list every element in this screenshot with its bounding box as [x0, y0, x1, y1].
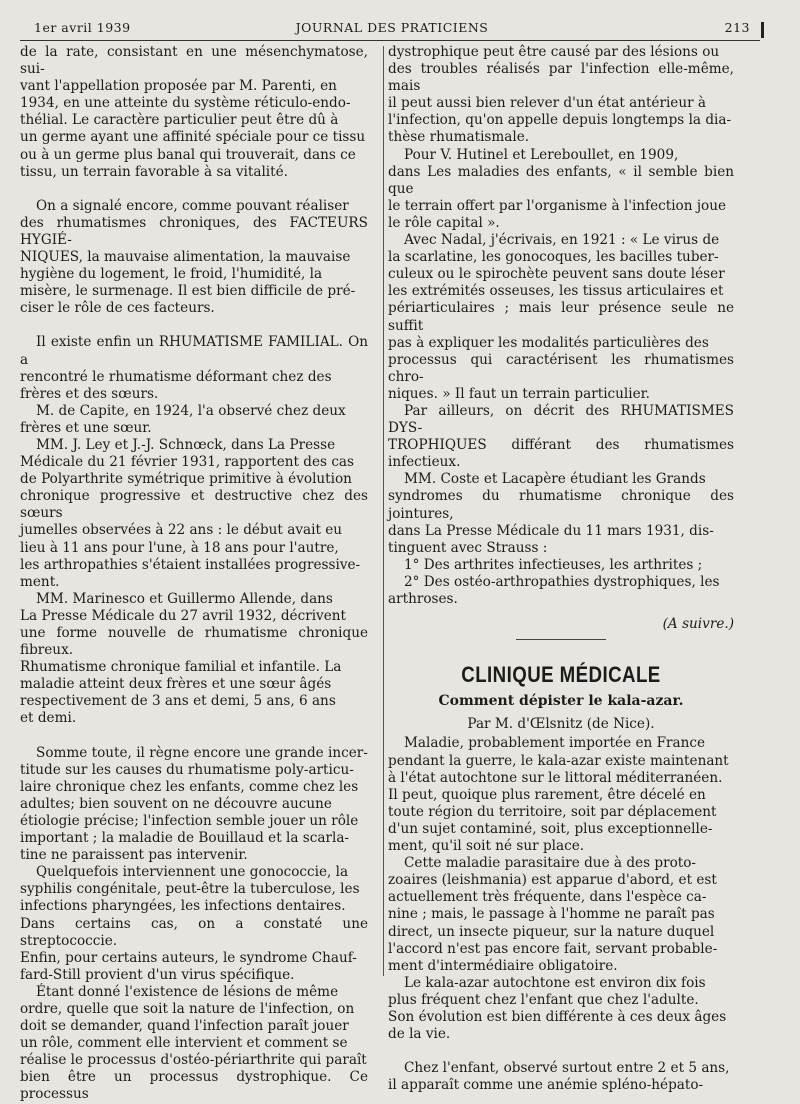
text-line: MM. Marinesco et Guillermo Allende, dans: [36, 590, 333, 607]
text-line: Le kala-azar autochtone est environ dix fois: [404, 974, 706, 991]
paragraph: [388, 403, 734, 471]
text-line: Pour V. Hutinel et Lereboullet, en 1909,: [404, 146, 679, 163]
text-line: tissu, un terrain favorable à sa vitalité.: [20, 163, 288, 180]
text-line: d'un sujet contaminé, soit, plus exceptionnelle-: [388, 820, 713, 837]
text-line: pas à expliquer les modalités particulières des: [388, 334, 709, 351]
text-line: nine ; mais, le passage à l'homme ne paraît pas: [388, 906, 715, 923]
text-line: Étant donné l'existence de lésions de même: [36, 983, 339, 1000]
paragraph: [388, 147, 734, 232]
paragraph: [20, 591, 368, 728]
paragraph: [388, 471, 734, 556]
text-line: dystrophique peut être causé par des lésions ou: [388, 44, 720, 60]
text-line: On a signalé encore, comme pouvant réaliser: [36, 197, 349, 214]
text-line: il peut aussi bien relever d'un état antérieur à: [388, 95, 707, 112]
text-line: important ; la maladie de Bouillaud et la scarla-: [20, 830, 350, 847]
text-line: hygiène du logement, le froid, l'humidité, la: [20, 266, 323, 283]
text-line: laire chronique chez les enfants, comme chez les: [20, 778, 359, 795]
text-line: il apparaît comme une anémie spléno-hépato-: [388, 1077, 704, 1094]
text-line: toute région du territoire, soit par déplacement: [388, 803, 717, 820]
paragraph: [388, 1060, 734, 1094]
text-line: les arthropathies s'étaient installées progressive-: [20, 556, 361, 573]
paragraph: [20, 334, 368, 402]
text-line: Enfin, pour certains auteurs, le syndrome Chauf-: [20, 949, 357, 966]
text-line: ciser le rôle de ces facteurs.: [20, 300, 215, 317]
text-line: chronique progressive et destructive chez des sœurs: [20, 488, 368, 522]
corner-mark: [761, 22, 764, 38]
text-line: dans Les maladies des enfants, « il semble bien que: [388, 163, 734, 197]
text-line: ou à un germe plus banal qui trouverait, dans ce: [20, 146, 356, 163]
text-line: 1934, en une atteinte du système réticulo-endo-: [20, 95, 351, 112]
text-line: M. de Capite, en 1924, l'a observé chez deux: [36, 402, 346, 419]
right-column: [388, 44, 734, 1094]
text-line: une forme nouvelle de rhumatisme chronique fibreux.: [20, 625, 368, 659]
paragraph: [20, 198, 368, 318]
text-line: lieu à 11 ans pour l'une, à 18 ans pour l'autre,: [20, 539, 339, 556]
text-line: titude sur les causes du rhumatisme poly-articu-: [20, 761, 354, 778]
text-line: le rôle capital ».: [388, 214, 500, 231]
text-line: Chez l'enfant, observé surtout entre 2 et 5 ans,: [404, 1060, 730, 1077]
text-line: tinguent avec Strauss :: [388, 539, 548, 556]
text-line: fard-Still provient d'un virus spécifique.: [20, 966, 295, 983]
page-number: 213: [724, 20, 750, 35]
text-line: respectivement de 3 ans et demi, 5 ans, 6 ans: [20, 693, 336, 710]
text-line: direct, un insecte piqueur, sur la nature duquel: [388, 923, 715, 940]
text-line: Somme toute, il règne encore une grande incer-: [36, 744, 368, 761]
text-line: thélial. Le caractère particulier peut être dû à: [20, 112, 339, 129]
text-line: dans La Presse Médicale du 11 mars 1931, dis-: [388, 522, 714, 539]
text-line: réalise le processus d'ostéo-périarthrite qui paraît: [20, 1052, 367, 1069]
continued-note: (A suivre.): [662, 616, 734, 633]
text-line: des troubles réalisés par l'infection elle-même, mais: [388, 61, 734, 95]
text-line: le terrain offert par l'organisme à l'infection joue: [388, 197, 727, 214]
text-line: syndromes du rhumatisme chronique des jointures,: [388, 488, 734, 522]
paragraph: [20, 984, 368, 1104]
text-line: les extrémités osseuses, les tissus articulaires et: [388, 283, 724, 300]
text-line: étiologie précise; l'infection semble jouer un rôle: [20, 812, 359, 829]
text-line: la scarlatine, les gonocoques, les bacilles tuber-: [388, 249, 719, 266]
text-line: Quelquefois interviennent une gonococcie, la: [36, 864, 349, 881]
text-line: rencontré le rhumatisme déformant chez des: [20, 368, 332, 385]
text-line: Son évolution est bien différente à ces deux âges: [388, 1008, 727, 1025]
text-line: frères et une sœur.: [20, 419, 152, 436]
text-line: de la vie.: [388, 1026, 451, 1043]
text-line: maladie atteint deux frères et une sœur âgés: [20, 676, 332, 693]
text-line: MM. J. Ley et J.-J. Schnœck, dans La Presse: [36, 436, 336, 453]
text-line: périarticulaires ; mais leur présence seule ne suffit: [388, 300, 734, 334]
text-line: Cette maladie parasitaire due à des proto-: [404, 855, 697, 872]
text-line: culeux ou le spirochète peuvent sans doute léser: [388, 266, 725, 283]
text-line: ment, qu'il soit né sur place.: [388, 838, 585, 855]
text-line: actuellement très fréquente, dans l'espèce ca-: [388, 889, 707, 906]
text-line: à l'état autochtone sur le littoral méditerranéen.: [388, 769, 723, 786]
text-line: infections pharyngées, les infections dentaires.: [20, 898, 346, 915]
paragraph: [20, 437, 368, 591]
text-line: syphilis congénitale, peut-être la tuberculose, les: [20, 881, 360, 898]
text-line: Par ailleurs, on décrit des RHUMATISMES DYS-: [388, 402, 734, 437]
text-line: Maladie, probablement importée en France: [404, 735, 706, 752]
text-line: plus fréquent chez l'enfant que chez l'adulte.: [388, 991, 699, 1008]
paragraph: [20, 403, 368, 437]
text-line: Dans certains cas, on a constaté une streptococcie.: [20, 915, 368, 949]
paragraph: [388, 232, 734, 403]
list-item: 1° Des arthrites infectieuses, les arthrites ;: [404, 556, 703, 573]
text-line: vant l'appellation proposée par M. Parenti, en: [20, 78, 337, 95]
text-line: un germe ayant une affinité spéciale pour ce tissu: [20, 129, 366, 146]
text-line: et demi.: [20, 710, 77, 727]
text-line: ment d'intermédiaire obligatoire.: [388, 957, 618, 974]
text-line: MM. Coste et Lacapère étudiant les Grands: [404, 471, 706, 488]
text-line: zoaires (leishmania) est apparue d'abord, et est: [388, 872, 717, 889]
text-line: bien être un processus dystrophique. Ce processus: [20, 1069, 368, 1103]
text-line: niques. » Il faut un terrain particulier.: [388, 385, 650, 402]
byline: Par M. d'Œlsnitz (de Nice).: [467, 716, 655, 733]
article-title: Comment dépister le kala-azar.: [438, 693, 684, 710]
text-line: Il existe enfin un RHUMATISME FAMILIAL. On a: [20, 334, 368, 368]
text-line: Il peut, quoique plus rarement, être décelé en: [388, 786, 706, 803]
list-item-continued: arthroses.: [388, 591, 458, 607]
column-divider: [383, 46, 384, 976]
running-header: [34, 20, 750, 38]
text-line: l'infection, qu'on appelle depuis longtemps la dia-: [388, 112, 732, 129]
text-line: thèse rhumatismale.: [388, 129, 530, 146]
text-line: des rhumatismes chroniques, des FACTEURS HYGIÉ-: [20, 214, 368, 248]
journal-title: JOURNAL DES PRATICIENS: [295, 20, 489, 35]
section-title: CLINIQUE MÉDICALE: [461, 662, 661, 688]
section-separator: [516, 639, 606, 640]
left-column: [20, 44, 368, 1104]
text-line: Médicale du 21 février 1931, rapportent des cas: [20, 454, 355, 471]
paragraph: [388, 855, 734, 975]
issue-date: 1er avril 1939: [34, 20, 131, 35]
text-line: jumelles observées à 22 ans : le début avait eu: [20, 522, 343, 539]
list-item: 2° Des ostéo-arthropathies dystrophiques, les: [404, 573, 720, 590]
text-line: doit se demander, quand l'infection paraît jouer: [20, 1018, 349, 1035]
text-line: NIQUES, la mauvaise alimentation, la mauvaise: [20, 249, 351, 266]
text-line: processus qui caractérisent les rhumatismes chro-: [388, 351, 734, 385]
text-line: TROPHIQUES différant des rhumatismes infectieux.: [388, 437, 734, 471]
paragraph: [20, 864, 368, 984]
paragraph: [388, 975, 734, 1043]
text-line: de Polyarthrite symétrique primitive à évolution: [20, 471, 352, 488]
text-line: adultes; bien souvent on ne découvre aucune: [20, 795, 332, 812]
text-line: Avec Nadal, j'écrivais, en 1921 : « Le virus de: [404, 232, 720, 249]
text-line: Rhumatisme chronique familial et infantile. La: [20, 659, 342, 676]
text-line: pendant la guerre, le kala-azar existe maintenant: [388, 752, 729, 769]
paragraph: [20, 44, 368, 181]
text-line: La Presse Médicale du 27 avril 1932, décrivent: [20, 607, 346, 624]
paragraph: [388, 735, 734, 855]
text-line: de la rate, consistant en une mésenchymatose, sui-: [20, 44, 368, 78]
text-line: misère, le surmenage. Il est bien difficile de pré-: [20, 283, 356, 300]
text-line: ment.: [20, 573, 60, 590]
text-line: frères et des sœurs.: [20, 385, 159, 402]
text-line: l'accord n'est pas encore fait, servant probable-: [388, 940, 718, 957]
paragraph: [20, 745, 368, 865]
text-line: un rôle, comment elle intervient et comment se: [20, 1035, 348, 1052]
text-line: ordre, quelle que soit la nature de l'infection, on: [20, 1000, 355, 1017]
paragraph: [388, 44, 734, 147]
text-line: tine ne paraissent pas intervenir.: [20, 847, 248, 864]
header-rule: [20, 40, 760, 41]
